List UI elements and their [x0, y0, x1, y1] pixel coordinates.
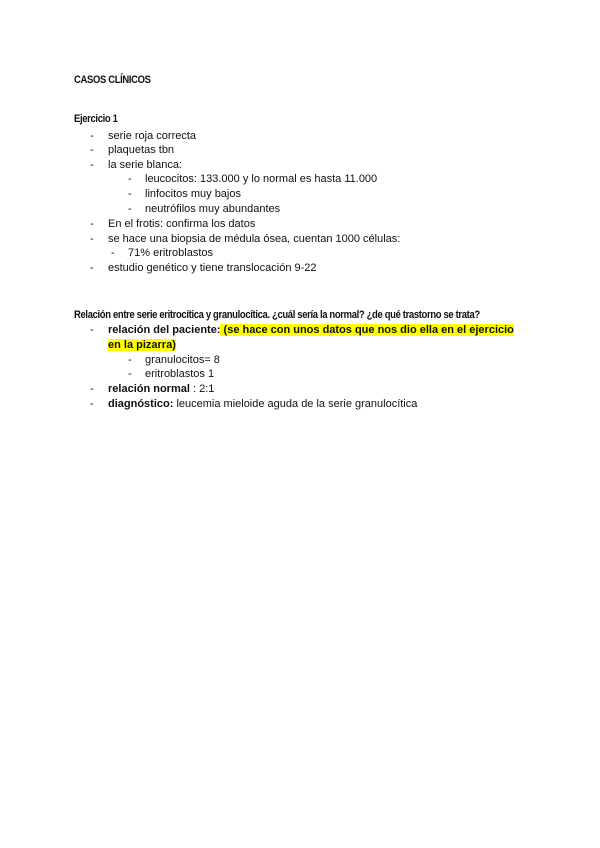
bullet-dash: -: [90, 218, 94, 230]
list-item: neutrófilos muy abundantes: [145, 203, 281, 215]
list-item: la serie blanca:: [108, 159, 182, 171]
patient-note-continuation: [108, 338, 176, 352]
bullet-dash: -: [111, 247, 115, 259]
bullet-dash: -: [90, 324, 94, 336]
list-item: En el frotis: confirma los datos: [108, 218, 256, 230]
bullet-dash: -: [128, 188, 132, 200]
bullet-dash: -: [90, 233, 94, 245]
exercise-heading: Ejercicio 1: [74, 113, 118, 125]
list-item: leucocitos: 133.000 y lo normal es hasta 11.000: [145, 173, 378, 185]
list-item: estudio genético y tiene translocación 9-22: [108, 262, 317, 274]
list-item: granulocitos= 8: [145, 354, 220, 366]
normal-ratio-label: relación normal: [108, 383, 190, 395]
bullet-dash: -: [128, 173, 132, 185]
diagnosis-label: diagnóstico:: [108, 398, 174, 410]
highlighted-note: (se hace con unos datos que nos dio ella en el ejercicio: [220, 324, 514, 336]
highlighted-note: en la pizarra): [108, 339, 176, 351]
bullet-dash: -: [90, 383, 94, 395]
bullet-dash: -: [90, 130, 94, 142]
list-item: 71% eritroblastos: [128, 247, 213, 259]
question-heading: Relación entre serie eritrocítica y granulocítica. ¿cuál sería la normal? ¿de qué trastorno se trata?: [74, 309, 480, 321]
document-title: CASOS CLÍNICOS: [74, 74, 151, 86]
patient-ratio-label: relación del paciente:: [108, 324, 221, 336]
list-item: plaquetas tbn: [108, 144, 175, 156]
bullet-dash: -: [128, 368, 132, 380]
bullet-dash: -: [128, 203, 132, 215]
bullet-dash: -: [128, 354, 132, 366]
diagnosis-line: [108, 397, 417, 411]
bullet-dash: -: [90, 262, 94, 274]
normal-ratio-line: [108, 382, 214, 396]
list-item: linfocitos muy bajos: [145, 188, 241, 200]
list-item: eritroblastos 1: [145, 368, 215, 380]
diagnosis-value: leucemia mieloide aguda de la serie granulocítica: [173, 398, 418, 410]
patient-ratio-line: [108, 323, 514, 337]
list-item: se hace una biopsia de médula ósea, cuentan 1000 células:: [108, 233, 401, 245]
bullet-dash: -: [90, 144, 94, 156]
bullet-dash: -: [90, 398, 94, 410]
normal-ratio-value: : 2:1: [189, 383, 215, 395]
list-item: serie roja correcta: [108, 130, 197, 142]
bullet-dash: -: [90, 159, 94, 171]
